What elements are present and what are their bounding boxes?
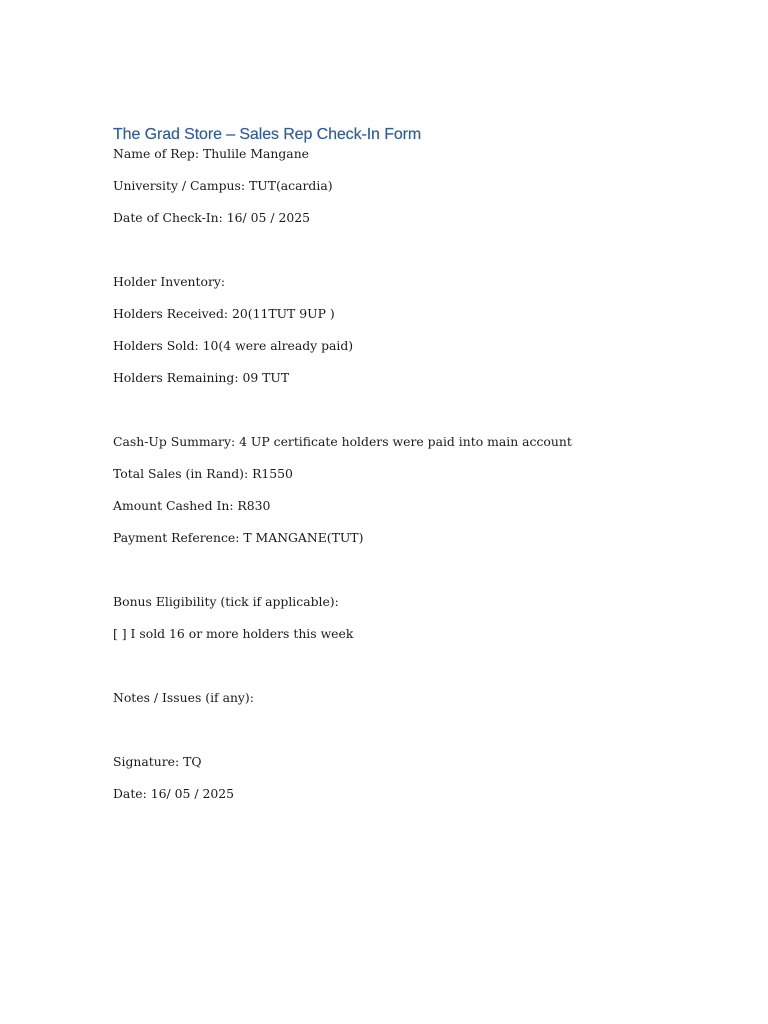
amount-cashed-line: Amount Cashed In: R830 [113,498,271,513]
form-title: The Grad Store – Sales Rep Check-In Form [113,126,422,143]
section-spacer [113,722,673,754]
section-spacer [113,658,673,690]
payment-reference-line: Payment Reference: T MANGANE(TUT) [113,530,364,545]
section-spacer [113,562,673,594]
signature-line: Signature: TQ [113,754,202,769]
rep-name-line: Name of Rep: Thulile Mangane [113,146,310,161]
checkin-date-line: Date of Check-In: 16/ 05 / 2025 [113,210,310,225]
bonus-heading: Bonus Eligibility (tick if applicable): [113,594,339,609]
holders-received-line: Holders Received: 20(11TUT 9UP ) [113,306,335,321]
form-content [113,124,673,818]
university-line: University / Campus: TUT(acardia) [113,178,333,193]
holders-sold-line: Holders Sold: 10(4 were already paid) [113,338,354,353]
notes-heading: Notes / Issues (if any): [113,690,254,705]
total-sales-line: Total Sales (in Rand): R1550 [113,466,293,481]
cashup-summary-line: Cash-Up Summary: 4 UP certificate holders were paid into main account [113,434,572,449]
section-spacer [113,402,673,434]
bonus-checkbox-line: [ ] I sold 16 or more holders this week [113,626,354,641]
holders-remaining-line: Holders Remaining: 09 TUT [113,370,290,385]
signoff-date-line: Date: 16/ 05 / 2025 [113,786,234,801]
inventory-heading: Holder Inventory: [113,274,226,289]
section-spacer [113,242,673,274]
